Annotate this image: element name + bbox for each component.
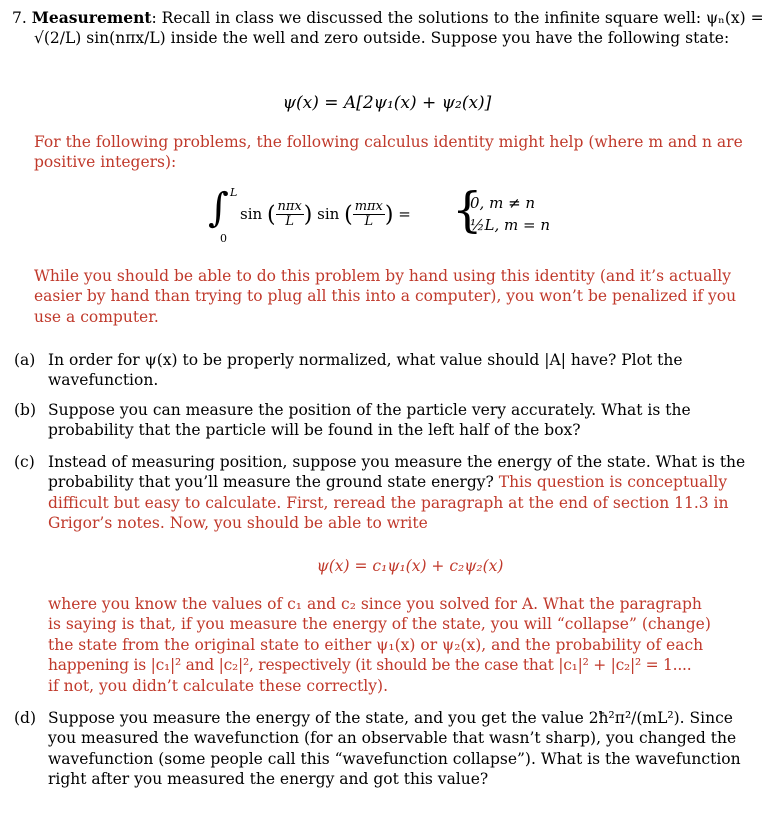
state-equation: ψ(x) = A[2ψ₁(x) + ψ₂(x)]: [282, 93, 492, 113]
part-d-label: (d): [14, 709, 37, 727]
frac2-denominator: L: [364, 214, 374, 230]
problem-number: 7.: [12, 9, 27, 27]
part-d-line3: wavefunction (some people call this “wavefunction collapse”). What is the wavefunction: [48, 749, 741, 768]
part-b-line1: Suppose you can measure the position of the particle very accurately. What is the: [48, 401, 691, 419]
part-c-line3: difficult but easy to calculate. First, reread the paragraph at the end of section 11.3 in: [48, 493, 729, 512]
note-line1: While you should be able to do this problem by hand using this identity (and it’s actually: [34, 267, 732, 285]
part-c-line2-black: probability that you’ll measure the ground state energy?: [48, 473, 494, 492]
identity-intro: [34, 132, 744, 173]
part-c-line9: if not, you didn’t calculate these correctly).: [48, 676, 388, 695]
left-brace-icon: {: [452, 182, 483, 238]
part-b-label: (b): [14, 401, 37, 419]
part-c-line6: is saying is that, if you measure the energy of the state, you will “collapse” (change): [48, 615, 711, 634]
part-c-label: (c): [14, 453, 35, 471]
part-c: [14, 452, 748, 534]
problem-intro-text1: : Recall in class we discussed the solutions to the infinite square well: ψₙ(x) =: [151, 9, 764, 27]
integral-upper-limit: L: [230, 186, 238, 199]
note-line3: use a computer.: [34, 307, 159, 326]
frac1-numerator: nπx: [277, 199, 302, 214]
part-c-equation: ψ(x) = c₁ψ₁(x) + c₂ψ₂(x): [316, 557, 504, 575]
frac2-numerator: mπx: [354, 199, 383, 214]
case-m-eq-n: ½L, m = n: [470, 216, 551, 234]
part-d-line1: Suppose you measure the energy of the state, and you get the value 2ħ²π²/(mL²). Since: [48, 709, 733, 727]
integral-sign-icon: ∫: [208, 185, 229, 231]
part-d-line2: you measured the wavefunction (for an observable that wasn’t sharp), you changed the: [48, 729, 737, 748]
problem-intro: [12, 8, 764, 49]
integrand: sin ( $\frac{\text{nπx}}{L}$ ) sin ( $\frac{\text{mπx}}{L}$ ) =: [240, 199, 411, 230]
part-c-line8: happening is |c₁|² and |c₂|², respectively (it should be the case that |c₁|² + |c₂|² = 1....: [48, 656, 692, 675]
part-c-line1: Instead of measuring position, suppose you measure the energy of the state. What is the: [48, 453, 746, 471]
identity-intro-line2: positive integers):: [34, 153, 177, 172]
integrand-sin-2: sin: [317, 204, 340, 223]
part-d: [14, 708, 748, 790]
integral-identity: [200, 182, 600, 258]
part-d-line4: right after you measured the energy and got this value?: [48, 770, 489, 789]
computer-note: [34, 266, 744, 327]
case-m-neq-n: 0, m ≠ n: [470, 194, 536, 212]
part-b: [14, 400, 748, 441]
part-a-line1: In order for ψ(x) to be properly normalized, what value should |A| have? Plot the: [48, 351, 683, 369]
part-a-line2: wavefunction.: [48, 371, 159, 390]
problem-title: Measurement: [31, 8, 152, 27]
integral-lower-limit: 0: [220, 232, 227, 245]
part-c-line4: Grigor’s notes. Now, you should be able to write: [48, 514, 428, 533]
part-b-line2: probability that the particle will be found in the left half of the box?: [48, 421, 581, 440]
part-c-line2: [48, 472, 748, 492]
part-a-label: (a): [14, 351, 36, 369]
part-c-explanation: [48, 594, 748, 696]
problem-intro-line1: [12, 8, 764, 28]
integrand-sin-1: sin: [240, 204, 263, 223]
part-a: [14, 350, 748, 391]
identity-intro-line1: For the following problems, the following calculus identity might help (where m and n are: [34, 133, 743, 151]
note-line2: easier by hand than trying to plug all this into a computer), you won’t be penalized if you: [34, 287, 737, 306]
equals-sign: =: [398, 204, 411, 223]
part-c-line7: the state from the original state to either ψ₁(x) or ψ₂(x), and the probability of each: [48, 635, 704, 654]
problem-intro-line2: √(2/L) sin(nπx/L) inside the well and zero outside. Suppose you have the following state:: [34, 29, 730, 48]
frac1-denominator: L: [285, 214, 294, 230]
part-c-line5: where you know the values of c₁ and c₂ since you solved for A. What the paragraph: [48, 595, 702, 613]
part-c-line2-red: This question is conceptually: [493, 473, 728, 492]
